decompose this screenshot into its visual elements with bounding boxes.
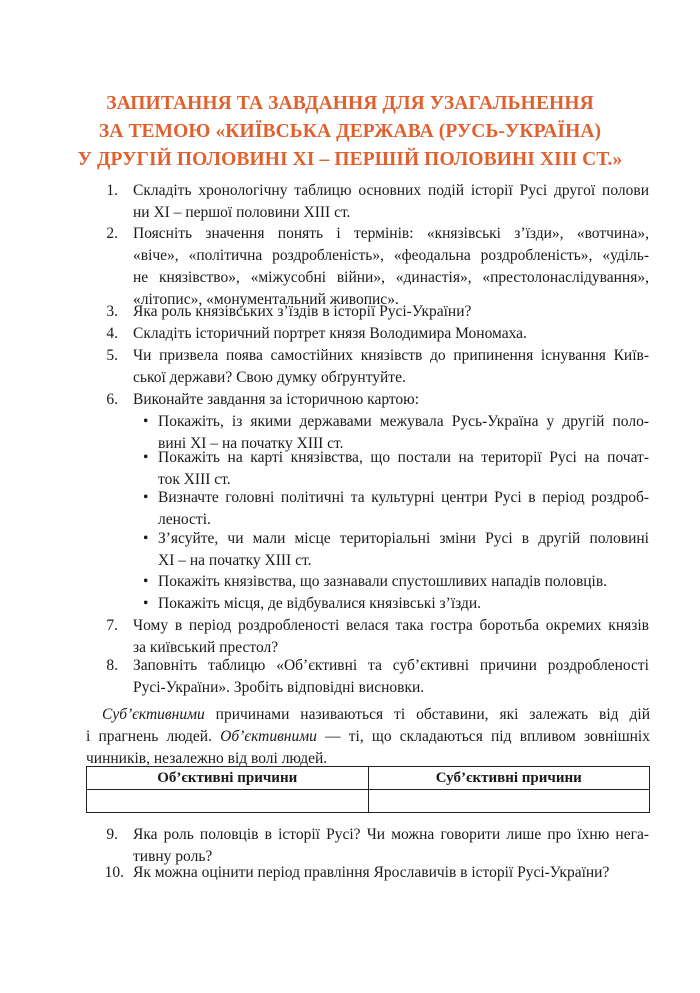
term-subjective: Суб’єктивними xyxy=(102,706,205,723)
title-line-2: ЗА ТЕМОЮ «КИЇВСЬКА ДЕРЖАВА (РУСЬ-УКРАЇНА) xyxy=(98,121,602,142)
table-cell-objective[interactable] xyxy=(87,790,369,813)
bullet-icon: • xyxy=(143,595,149,612)
title-line-1: ЗАПИТАННЯ ТА ЗАВДАННЯ ДЛЯ УЗАГАЛЬНЕННЯ xyxy=(106,93,594,114)
question-number: 4. xyxy=(106,325,118,342)
bullet-text: Покажіть, із якими державами межувала Русь-Україна у другій поло- вині ХІ – на початку ХІІІ ст. xyxy=(158,413,649,452)
bullet-icon: • xyxy=(143,573,149,590)
question-number: 9. xyxy=(106,826,118,843)
bullet-text: Визначте головні політичні та культурні центри Русі в період роздроб- леності. xyxy=(158,489,649,528)
question-text: Яка роль половців в історії Русі? Чи можна говорити лише про їхню нега- тивну роль? xyxy=(133,826,649,865)
bullet-text: Покажіть князівства, що зазнавали спустошливих нападів половців. xyxy=(158,573,608,590)
column-header-subjective: Суб’єктивні причини xyxy=(368,767,650,790)
table-header-row xyxy=(87,767,650,790)
bullet-text: Покажіть на карті князівства, що постали на території Русі на почат- ток ХІІІ ст. xyxy=(158,449,649,488)
definition-paragraph: Суб’єктивними причинами називаються ті обставини, які залежать від дій і прагнень людей. Об’єктивними — ті, що складаються під впливом зовнішніх чинників, незалежно від волі людей. xyxy=(86,706,650,767)
bullet-icon: • xyxy=(143,413,149,430)
bullet-icon: • xyxy=(143,449,149,466)
question-text: Яка роль князівських з’їздів в історії Русі-України? xyxy=(133,303,472,320)
question-number: 10. xyxy=(104,864,124,881)
question-number: 8. xyxy=(106,657,118,674)
question-text: Складіть історичний портрет князя Володимира Мономаха. xyxy=(133,325,527,342)
column-header-objective: Об’єктивні причини xyxy=(87,767,369,790)
question-text: Як можна оцінити період правління Ярославичів в історії Русі-України? xyxy=(133,864,610,881)
question-number: 1. xyxy=(106,182,118,199)
question-text: Чому в період роздробленості велася така гостра боротьба окремих князів за київський престол? xyxy=(133,617,649,656)
table-cell-subjective[interactable] xyxy=(368,790,650,813)
question-text: Виконайте завдання за історичною картою: xyxy=(133,391,420,408)
question-number: 2. xyxy=(106,225,118,242)
bullet-icon: • xyxy=(143,530,149,547)
bullet-icon: • xyxy=(143,489,149,506)
reasons-table xyxy=(86,766,650,813)
term-objective: Об’єктивними xyxy=(220,728,317,745)
question-number: 7. xyxy=(106,617,118,634)
bullet-text: Покажіть місця, де відбувалися князівські з’їзди. xyxy=(158,595,482,612)
section-title xyxy=(60,90,640,174)
question-text: Чи призвела поява самостійних князівств до припинення існування Київ- ської держави? Свою думку обґрунтуйте. xyxy=(133,347,649,386)
table-row xyxy=(87,790,650,813)
question-text: Складіть хронологічну таблицю основних подій історії Русі другої полови ни ХІ – першої половини ХІІІ ст. xyxy=(133,182,649,221)
bullet-text: З’ясуйте, чи мали місце територіальні зміни Русі в другій половині ХІ – на початку ХІІІ ст. xyxy=(158,530,649,569)
question-number: 5. xyxy=(106,347,118,364)
question-text: Поясніть значення понять і термінів: «князівські з’їзди», «вотчина», «віче», «політична роздробленість», «феодальна роздробленість», «уділь- не князівство», «міжусобні війни», «династія», «престолонаслідування», «літопис», «монументальний живопис». xyxy=(133,225,649,308)
title-line-3: У ДРУГІЙ ПОЛОВИНІ ХІ – ПЕРШІЙ ПОЛОВИНІ ХІІІ СТ.» xyxy=(77,149,623,170)
question-number: 3. xyxy=(106,303,118,320)
question-text: Заповніть таблицю «Об’єктивні та суб’єктивні причини роздробленості Русі-України». Зробіть відповідні висновки. xyxy=(133,657,649,696)
question-number: 6. xyxy=(106,391,118,408)
